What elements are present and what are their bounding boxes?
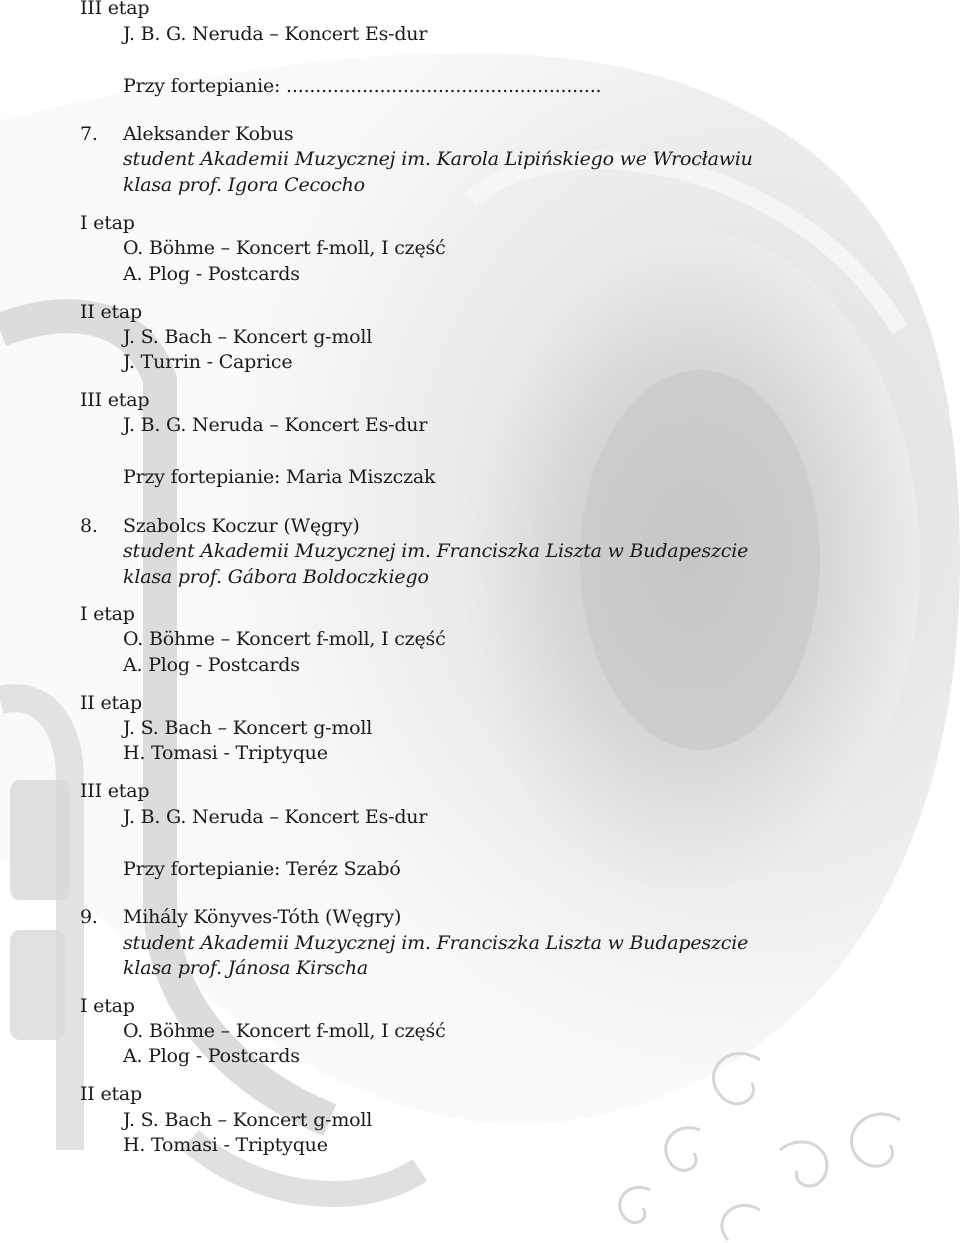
stage-label: II etap [80,301,143,323]
piece: O. Böhme – Koncert f-moll, I część [123,1020,446,1042]
piece: J. B. G. Neruda – Koncert Es-dur [123,806,428,828]
stage-label: I etap [80,995,135,1017]
performer-affiliation: student Akademii Muzycznej im. Franciszka Liszta w Budapeszcie [123,540,749,562]
stage-label: II etap [80,1083,143,1105]
piece: J. S. Bach – Koncert g-moll [123,1109,373,1131]
entry-number: 7. [80,123,98,145]
piece: H. Tomasi - Triptyque [123,1134,328,1156]
stage-label: I etap [80,603,135,625]
stage-label: II etap [80,692,143,714]
piece: A. Plog - Postcards [123,1045,300,1067]
performer-teacher: klasa prof. Gábora Boldoczkiego [123,566,429,588]
piece: A. Plog - Postcards [123,654,300,676]
performer-name: Mihály Könyves-Tóth (Węgry) [123,906,402,928]
entry-number: 8. [80,515,98,537]
performer-teacher: klasa prof. Igora Cecocho [123,174,365,196]
piece: O. Böhme – Koncert f-moll, I część [123,628,446,650]
piece: A. Plog - Postcards [123,263,300,285]
piece: H. Tomasi - Triptyque [123,742,328,764]
piece: O. Böhme – Koncert f-moll, I część [123,237,446,259]
piece: J. Turrin - Caprice [123,351,293,373]
performer-name: Aleksander Kobus [123,123,294,145]
piano-accompanist: Przy fortepianie: ...................................................... [123,75,602,97]
piece: J. S. Bach – Koncert g-moll [123,326,373,348]
performer-name: Szabolcs Koczur (Węgry) [123,515,360,537]
performer-affiliation: student Akademii Muzycznej im. Karola Lipińskiego we Wrocławiu [123,148,753,170]
stage-label: III etap [80,0,150,19]
performer-affiliation: student Akademii Muzycznej im. Franciszka Liszta w Budapeszcie [123,932,749,954]
piece: J. S. Bach – Koncert g-moll [123,717,373,739]
stage-label: III etap [80,389,150,411]
piano-accompanist: Przy fortepianie: Teréz Szabó [123,858,401,880]
piece: J. B. G. Neruda – Koncert Es-dur [123,414,428,436]
entry-number: 9. [80,906,98,928]
stage-label: I etap [80,212,135,234]
stage-label: III etap [80,780,150,802]
piece: J. B. G. Neruda – Koncert Es-dur [123,23,428,45]
performer-teacher: klasa prof. Jánosa Kirscha [123,957,369,979]
piano-accompanist: Przy fortepianie: Maria Miszczak [123,466,436,488]
